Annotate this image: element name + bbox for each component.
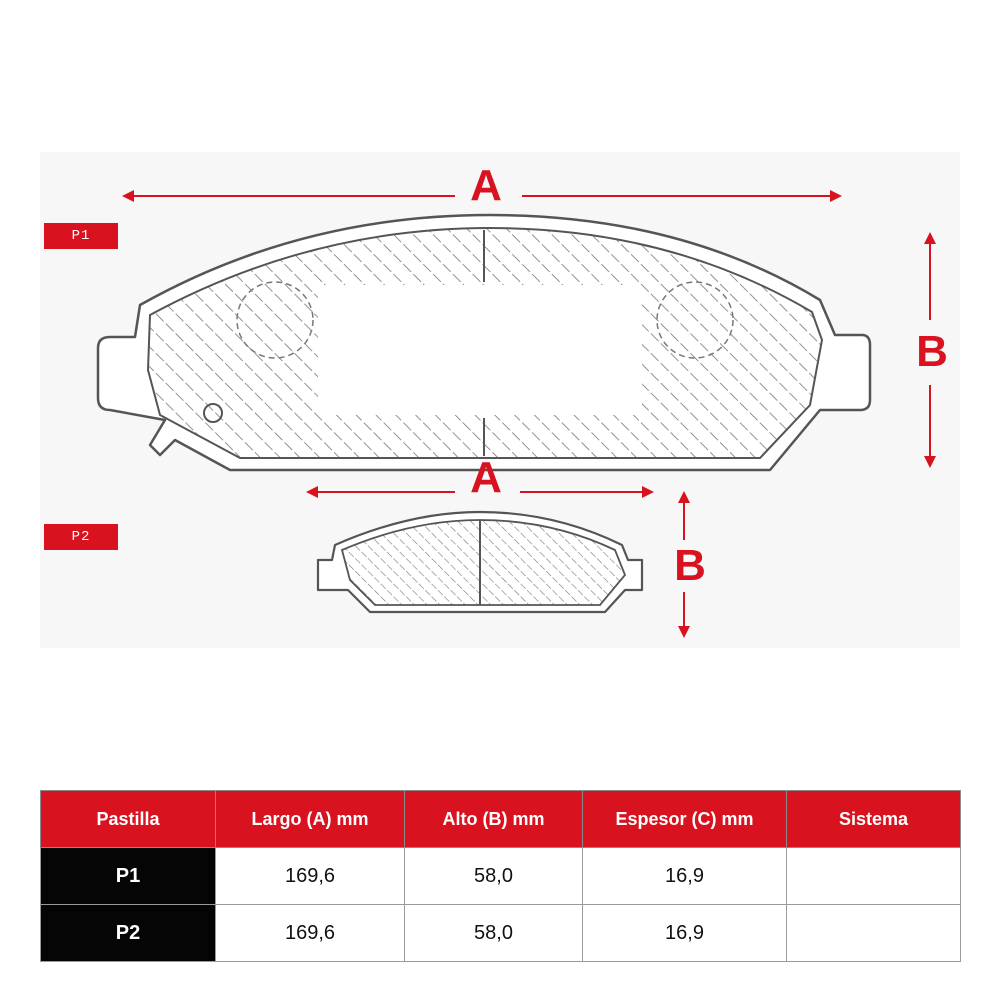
cell-largo: 169,6 [216,848,405,905]
dim-b-p1-label: B [916,327,948,376]
cell-sistema [787,905,961,962]
cell-alto: 58,0 [405,848,583,905]
pad-p1-outline [98,215,870,470]
table-row [41,848,961,905]
cell-pastilla: P1 [41,848,216,905]
dim-a-p1-label: A [470,161,502,210]
dim-a-p2-label: A [470,453,502,502]
cell-espesor: 16,9 [583,848,787,905]
cell-pastilla: P2 [41,905,216,962]
header-alto: Alto (B) mm [405,791,583,848]
header-espesor: Espesor (C) mm [583,791,787,848]
spec-table [40,790,961,962]
cell-largo: 169,6 [216,905,405,962]
pad-p2-outline [318,512,642,612]
header-largo: Largo (A) mm [216,791,405,848]
pad-p2-tag: P2 [44,524,118,550]
cell-alto: 58,0 [405,905,583,962]
table-header-row [41,791,961,848]
header-sistema: Sistema [787,791,961,848]
table-row [41,905,961,962]
cell-sistema [787,848,961,905]
pad-p1-tag: P1 [44,223,118,249]
cell-espesor: 16,9 [583,905,787,962]
dim-b-p2-label: B [674,541,706,590]
header-pastilla: Pastilla [41,791,216,848]
